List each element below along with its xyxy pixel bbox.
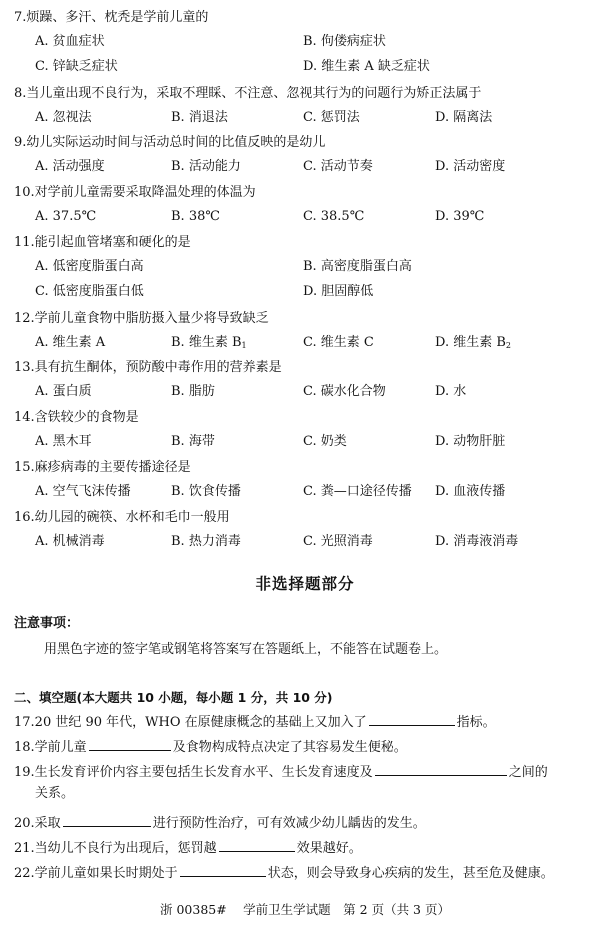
option-a: A. 黑木耳	[35, 434, 92, 449]
answer-blank	[89, 737, 171, 751]
fill-text-before: 19.生长发育评价内容主要包括生长发育水平、生长发育速度及	[14, 765, 373, 780]
fill-in-section-heading: 二、填空题(本大题共 10 小题，每小题 1 分，共 10 分)	[14, 690, 333, 705]
question-stem: 15.麻疹病毒的主要传播途径是	[14, 460, 191, 475]
option-d: D. 血液传播	[435, 484, 506, 499]
question-7	[14, 8, 604, 74]
question-stem: 14.含铁较少的食物是	[14, 410, 139, 425]
question-14	[14, 408, 604, 449]
option-a: A. 机械消毒	[35, 534, 105, 549]
option-c: C. 38.5℃	[303, 209, 365, 224]
option-a: A. 忽视法	[35, 110, 92, 125]
option-b: B. 38℃	[171, 209, 220, 224]
question-stem: 12.学前儿童食物中脂肪摄入量少将导致缺乏	[14, 311, 269, 326]
question-stem: 13.具有抗生酮体，预防酸中毒作用的营养素是	[14, 360, 282, 375]
fill-text-before: 17.20 世纪 90 年代，WHO 在原健康概念的基础上又加入了	[14, 715, 367, 730]
option-b: B. 维生素 $B_1$	[171, 335, 247, 350]
option-d: D. 水	[435, 384, 467, 399]
answer-blank	[180, 863, 266, 877]
question-stem: 7.烦躁、多汗、枕秃是学前儿童的	[14, 10, 209, 25]
question-11	[14, 233, 604, 299]
question-stem: 16.幼儿园的碗筷、水杯和毛巾一般用	[14, 510, 230, 525]
option-d: D. 维生素 A 缺乏症状	[303, 59, 430, 74]
fill-item-21	[14, 838, 604, 859]
answer-blank	[375, 762, 507, 776]
question-stem: 9.幼儿实际运动时间与活动总时间的比值反映的是幼儿	[14, 135, 326, 150]
option-c: C. 惩罚法	[303, 110, 360, 125]
fill-item-22	[14, 863, 604, 884]
option-d: D. 活动密度	[435, 159, 506, 174]
question-16	[14, 508, 604, 549]
option-d: D. 动物肝脏	[435, 434, 506, 449]
option-a: A. 蛋白质	[35, 384, 92, 399]
fill-text-after: 进行预防性治疗，可有效减少幼儿龋齿的发生。	[152, 816, 426, 831]
question-8	[14, 84, 604, 125]
fill-item-18	[14, 737, 604, 758]
option-a: A. 37.5℃	[35, 209, 97, 224]
question-stem: 8.当儿童出现不良行为，采取不理睬、不注意、忽视其行为的问题行为矫正法属于	[14, 86, 482, 101]
fill-text-after: 及食物构成特点决定了其容易发生便秘。	[172, 740, 407, 755]
notice-heading: 注意事项：	[14, 616, 80, 631]
option-c: C. 活动节奏	[303, 159, 373, 174]
question-stem: 10.对学前儿童需要采取降温处理的体温为	[14, 185, 256, 200]
option-b: B. 活动能力	[171, 159, 241, 174]
fill-item-19	[14, 762, 604, 804]
option-b: B. 高密度脂蛋白高	[303, 259, 412, 274]
option-a: A. 活动强度	[35, 159, 105, 174]
option-c: C. 碳水化合物	[303, 384, 386, 399]
option-d: D. 39℃	[435, 209, 485, 224]
question-15	[14, 458, 604, 499]
fill-item-20	[14, 813, 604, 834]
question-13	[14, 358, 604, 399]
option-c: C. 维生素 C	[303, 335, 374, 350]
option-d: D. 隔离法	[435, 110, 493, 125]
answer-blank	[63, 813, 151, 827]
notice-text: 用黑色字迹的签字笔或钢笔将答案写在答题纸上，不能答在试题卷上。	[44, 642, 448, 657]
option-b: B. 脂肪	[171, 384, 215, 399]
question-10	[14, 183, 604, 224]
fill-text-after: 之间的	[508, 765, 548, 780]
fill-text-before: 21.当幼儿不良行为出现后，惩罚越	[14, 841, 217, 856]
fill-text-continued: 关系。	[35, 786, 75, 801]
fill-text-after: 效果越好。	[296, 841, 362, 856]
option-b: B. 佝偻病症状	[303, 34, 386, 49]
answer-blank	[369, 712, 455, 726]
option-b: B. 消退法	[171, 110, 228, 125]
option-c: C. 光照消毒	[303, 534, 373, 549]
option-b: B. 饮食传播	[171, 484, 241, 499]
fill-text-after: 指标。	[456, 715, 496, 730]
fill-text-before: 18.学前儿童	[14, 740, 87, 755]
option-c: C. 低密度脂蛋白低	[35, 284, 144, 299]
option-d: D. 消毒液消毒	[435, 534, 519, 549]
fill-item-17	[14, 712, 604, 733]
option-d: D. 维生素 $B_2$	[435, 335, 512, 350]
option-a: A. 空气飞沫传播	[35, 484, 131, 499]
option-c: C. 粪—口途径传播	[303, 484, 412, 499]
option-a: A. 低密度脂蛋白高	[35, 259, 144, 274]
page-footer: 浙 00385# 学前卫生学试题 第 2 页（共 3 页）	[160, 902, 450, 917]
option-c: C. 奶类	[303, 434, 347, 449]
option-b: B. 海带	[171, 434, 215, 449]
fill-text-after: 状态，则会导致身心疾病的发生，甚至危及健康。	[267, 866, 554, 881]
fill-text-before: 20.采取	[14, 816, 61, 831]
question-stem: 11.能引起血管堵塞和硬化的是	[14, 235, 191, 250]
option-a: A. 贫血症状	[35, 34, 105, 49]
option-d: D. 胆固醇低	[303, 284, 374, 299]
answer-blank	[219, 838, 295, 852]
question-12	[14, 309, 604, 350]
fill-text-before: 22.学前儿童如果长时期处于	[14, 866, 178, 881]
option-c: C. 锌缺乏症状	[35, 59, 118, 74]
option-a: A. 维生素 A	[35, 335, 106, 350]
section-title: 非选择题部分	[255, 575, 355, 593]
option-b: B. 热力消毒	[171, 534, 241, 549]
question-9	[14, 133, 604, 174]
